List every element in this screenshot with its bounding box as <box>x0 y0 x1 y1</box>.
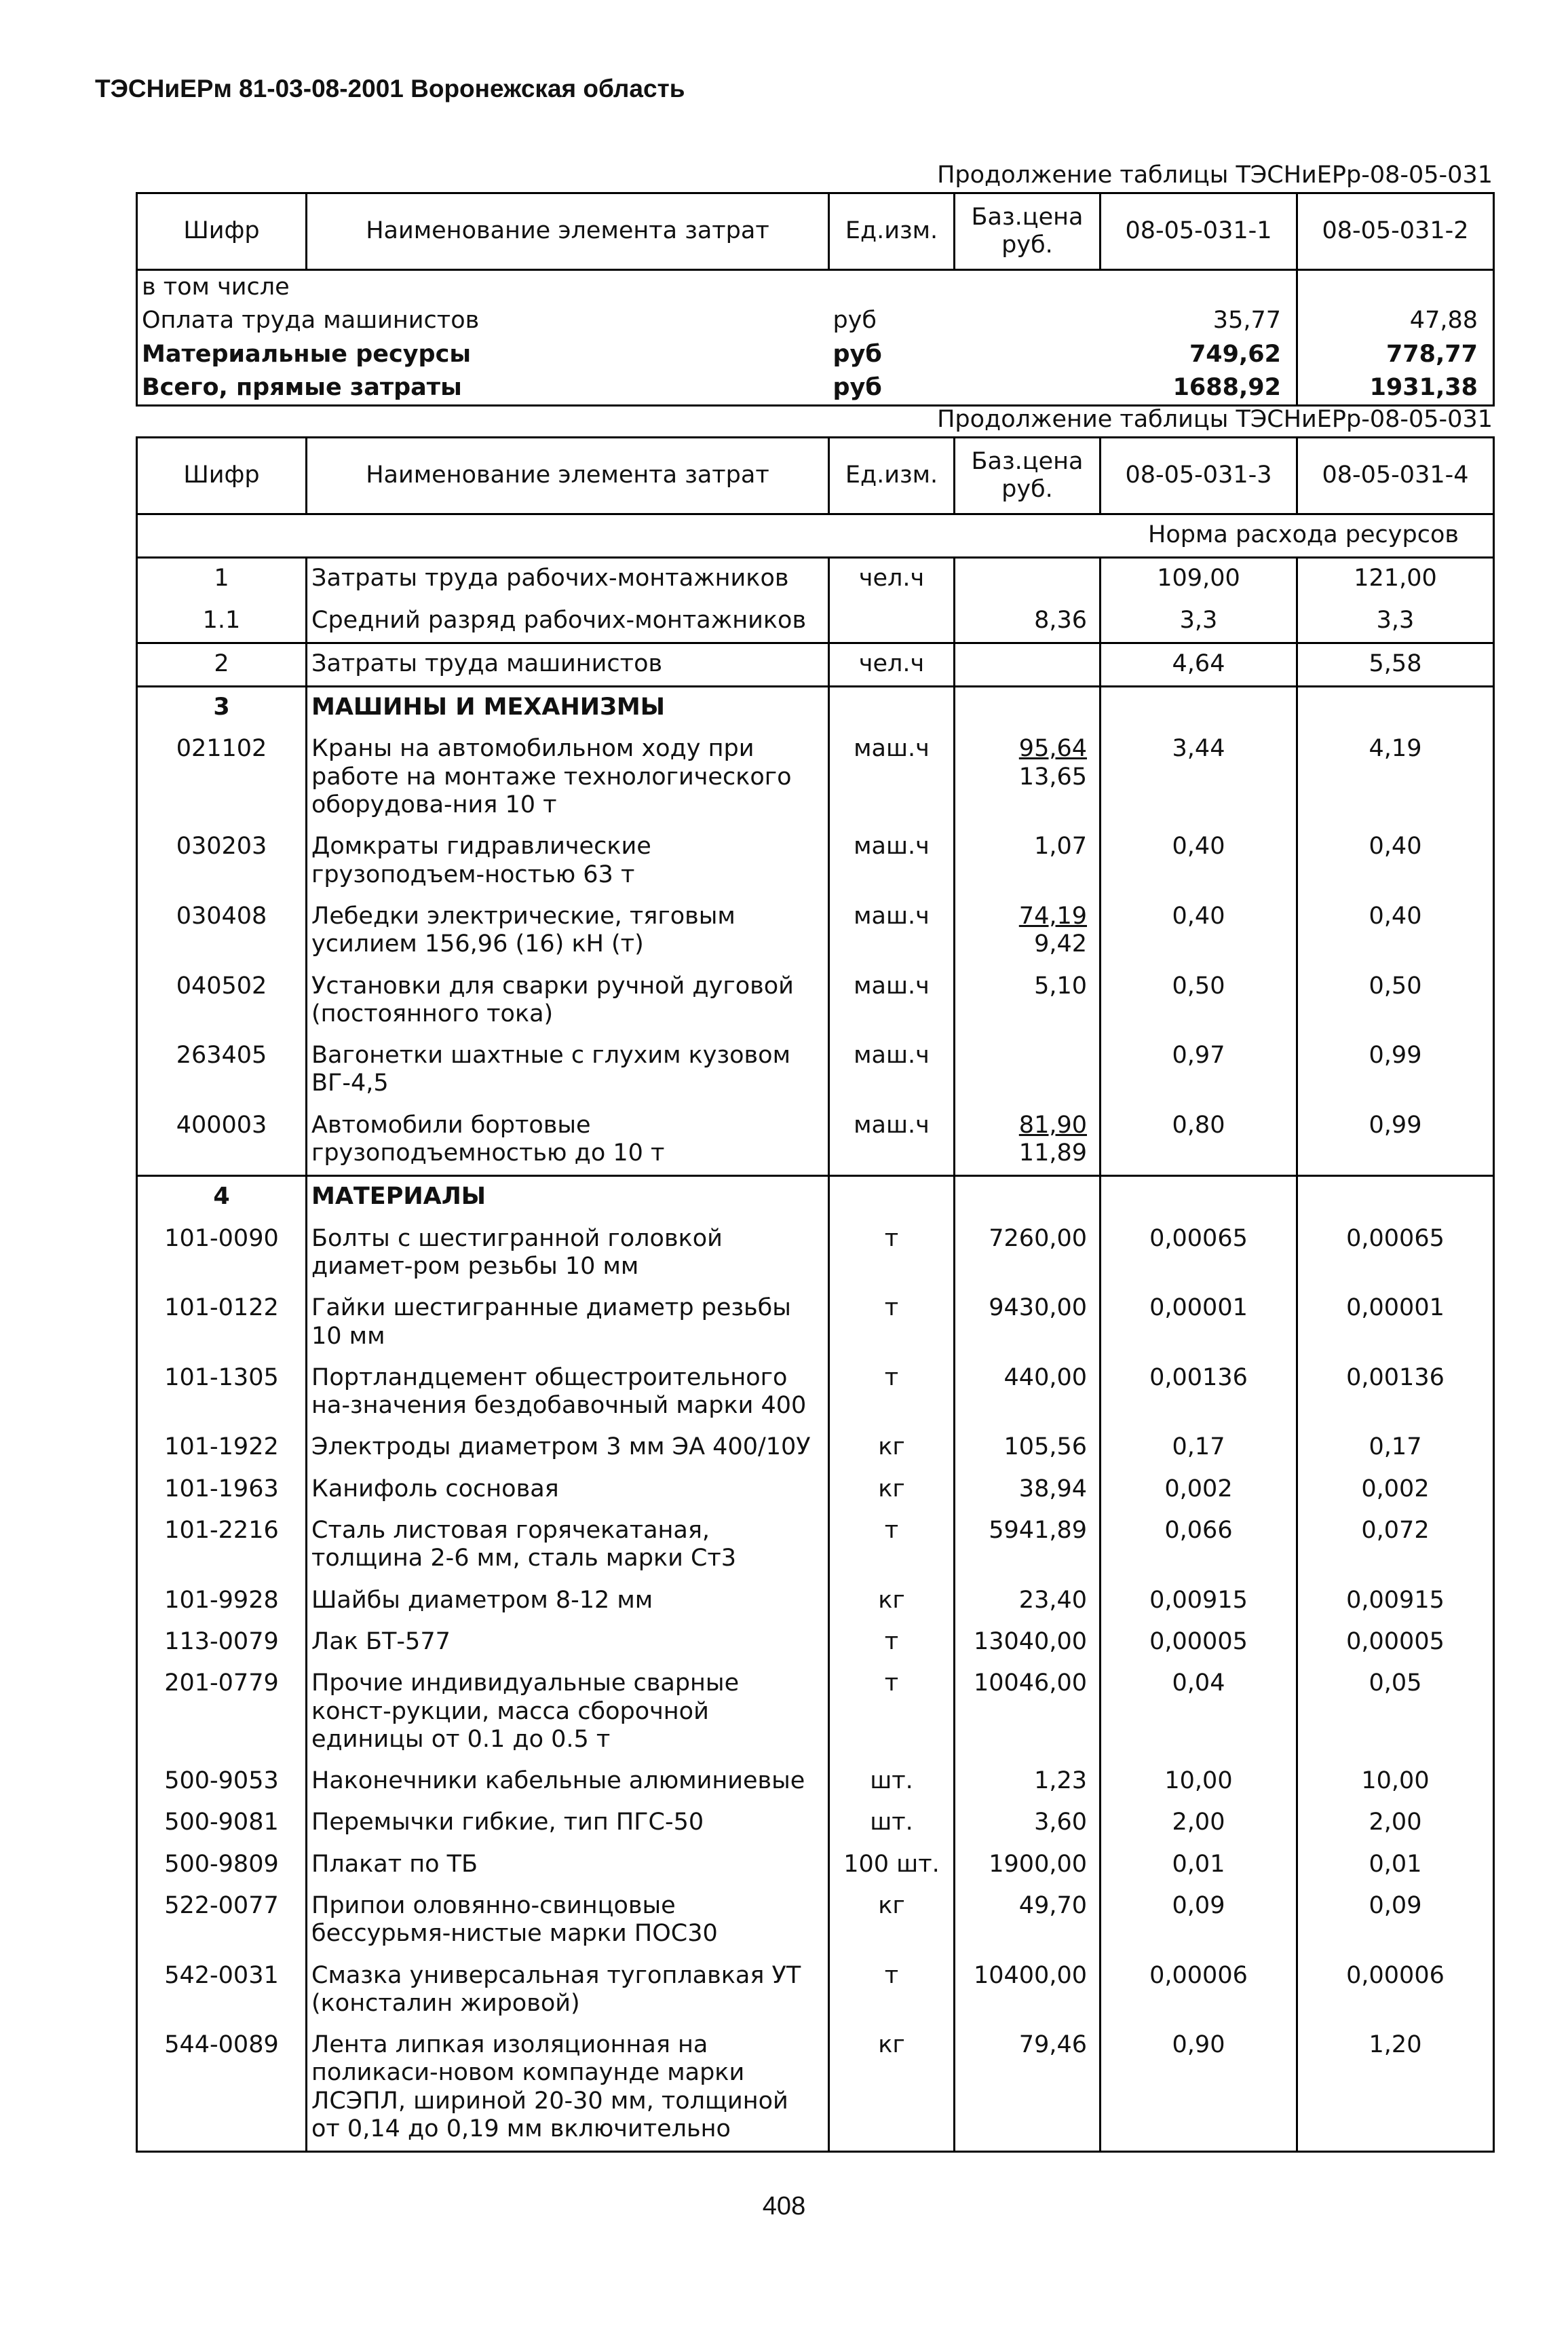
table-row <box>137 304 1494 337</box>
row-value-b: 1,20 <box>1297 2025 1494 2152</box>
row-code: 101-1305 <box>137 1358 307 1428</box>
row-name: Перемычки гибкие, тип ПГС-50 <box>307 1802 829 1844</box>
row-price <box>955 729 1101 827</box>
row-value-b: 0,00005 <box>1297 1622 1494 1663</box>
row-name: Прочие индивидуальные сварные конст-рукции, масса сборочной единицы от 0.1 до 0.5 т <box>307 1663 829 1761</box>
row-value-a: 3,44 <box>1101 729 1297 827</box>
row-code: 500-9053 <box>137 1761 307 1802</box>
table-row <box>137 1288 1494 1358</box>
row-value-b: 0,99 <box>1297 1105 1494 1176</box>
row-code: 1.1 <box>137 601 307 643</box>
row-name: Электроды диаметром 3 мм ЭА 400/10У <box>307 1427 829 1469</box>
table-row <box>137 1358 1494 1428</box>
row-unit: т <box>829 1219 955 1289</box>
row-name: Шайбы диаметром 8-12 мм <box>307 1581 829 1622</box>
row-value-a: 0,09 <box>1101 1886 1297 1956</box>
row-price: 38,94 <box>955 1469 1101 1511</box>
section-title: МАТЕРИАЛЫ <box>307 1176 829 1219</box>
row-code: 201-0779 <box>137 1663 307 1761</box>
row-name: Болты с шестигранной головкой диамет-ром резьбы 10 мм <box>307 1219 829 1289</box>
table-row <box>137 1802 1494 1844</box>
row-value-b: 4,19 <box>1297 729 1494 827</box>
row-value-b: 0,00065 <box>1297 1219 1494 1289</box>
row-unit: руб <box>833 340 882 368</box>
row-unit <box>829 270 955 305</box>
row-unit: шт. <box>829 1761 955 1802</box>
row-name: Средний разряд рабочих-монтажников <box>307 601 829 643</box>
col-a-header: 08-05-031-3 <box>1101 438 1297 514</box>
row-unit: кг <box>829 1581 955 1622</box>
table2 <box>136 436 1495 2153</box>
row-code: 030408 <box>137 896 307 966</box>
row-value-a: 0,00006 <box>1101 1956 1297 2026</box>
row-value-a: 0,01 <box>1101 1845 1297 1886</box>
row-unit: кг <box>829 2025 955 2152</box>
row-name: Гайки шестигранные диаметр резьбы 10 мм <box>307 1288 829 1358</box>
row-value-b: 0,00136 <box>1297 1358 1494 1428</box>
table-row <box>137 338 1494 371</box>
row-name: Припои оловянно-свинцовые бессурьмя-нистые марки ПОС30 <box>307 1886 829 1956</box>
table-row <box>137 827 1494 896</box>
section-code: 4 <box>137 1176 307 1219</box>
table-row <box>137 1219 1494 1289</box>
row-code: 101-0122 <box>137 1288 307 1358</box>
row-name: Затраты труда машинистов <box>307 643 829 686</box>
row-value-a: 0,40 <box>1101 827 1297 896</box>
row-unit: чел.ч <box>829 558 955 601</box>
page-number: 408 <box>762 2192 806 2220</box>
row-unit <box>829 687 955 730</box>
document-header: ТЭСНиЕРм 81-03-08-2001 Воронежская область <box>95 75 685 102</box>
row-unit: маш.ч <box>829 966 955 1036</box>
row-value-a: 0,00915 <box>1101 1581 1297 1622</box>
table-row <box>137 1105 1494 1176</box>
price-main: 74,19 <box>1018 902 1087 930</box>
table-row <box>137 729 1494 827</box>
section-title: МАШИНЫ И МЕХАНИЗМЫ <box>307 687 829 730</box>
table2-header-row <box>137 438 1494 514</box>
row-value-b: 0,40 <box>1297 896 1494 966</box>
table2-caption: Продолжение таблицы ТЭСНиЕРр-08-05-031 <box>937 406 1493 433</box>
row-value-b: 0,00915 <box>1297 1581 1494 1622</box>
row-value-a: 109,00 <box>1101 558 1297 601</box>
row-price: 49,70 <box>955 1886 1101 1956</box>
table1-caption: Продолжение таблицы ТЭСНиЕРр-08-05-031 <box>937 162 1493 189</box>
row-value-a: 0,50 <box>1101 966 1297 1036</box>
row-value-a <box>1101 270 1297 305</box>
row-value-b: 0,002 <box>1297 1469 1494 1511</box>
row-unit: шт. <box>829 1802 955 1844</box>
row-unit: маш.ч <box>829 827 955 896</box>
row-price: 13040,00 <box>955 1622 1101 1663</box>
row-price: 1,23 <box>955 1761 1101 1802</box>
row-unit: кг <box>829 1469 955 1511</box>
table-row <box>137 2025 1494 2152</box>
col-name-header: Наименование элемента затрат <box>307 193 829 270</box>
row-code: 101-1922 <box>137 1427 307 1469</box>
row-code: 263405 <box>137 1036 307 1105</box>
table1-header-row <box>137 193 1494 270</box>
row-value-a: 1688,92 <box>1172 373 1281 401</box>
row-name: Сталь листовая горячекатаная, толщина 2-6 мм, сталь марки Ст3 <box>307 1511 829 1581</box>
table-row <box>137 270 1494 305</box>
row-value-a: 0,00065 <box>1101 1219 1297 1289</box>
row-price: 79,46 <box>955 2025 1101 2152</box>
row-code: 500-9809 <box>137 1845 307 1886</box>
col-name-header: Наименование элемента затрат <box>307 438 829 514</box>
row-unit: маш.ч <box>829 729 955 827</box>
row-value-b: 778,77 <box>1297 338 1494 371</box>
row-price <box>955 558 1101 601</box>
table-row <box>137 643 1494 686</box>
row-value-a: 0,40 <box>1101 896 1297 966</box>
row-value-b <box>1297 687 1494 730</box>
row-unit <box>829 1176 955 1219</box>
row-price: 8,36 <box>955 601 1101 643</box>
row-unit: т <box>829 1288 955 1358</box>
row-code: 522-0077 <box>137 1886 307 1956</box>
row-name: Плакат по ТБ <box>307 1845 829 1886</box>
row-name: Лак БТ-577 <box>307 1622 829 1663</box>
row-value-a: 0,00001 <box>1101 1288 1297 1358</box>
row-name: Оплата труда машинистов <box>142 307 480 335</box>
price-main: 5,10 <box>1034 972 1087 1000</box>
row-unit: руб <box>833 307 877 335</box>
row-value-b: 0,01 <box>1297 1845 1494 1886</box>
price-labor-part: 11,89 <box>1018 1139 1087 1167</box>
row-value-a: 0,97 <box>1101 1036 1297 1105</box>
row-price: 105,56 <box>955 1427 1101 1469</box>
row-name: Вагонетки шахтные с глухим кузовом ВГ-4,5 <box>307 1036 829 1105</box>
row-unit: кг <box>829 1427 955 1469</box>
table-row <box>137 601 1494 643</box>
row-name: Всего, прямые затраты <box>142 373 462 401</box>
row-unit: маш.ч <box>829 1036 955 1105</box>
row-unit: 100 шт. <box>829 1845 955 1886</box>
row-value-a: 0,002 <box>1101 1469 1297 1511</box>
row-name: Автомобили бортовые грузоподъемностью до 10 т <box>307 1105 829 1176</box>
row-value-b: 47,88 <box>1297 304 1494 337</box>
table-row <box>137 1469 1494 1511</box>
col-price-header: Баз.цена руб. <box>955 438 1101 514</box>
price-labor-part: 9,42 <box>1034 930 1087 958</box>
row-value-a <box>1101 687 1297 730</box>
row-name: Затраты труда рабочих-монтажников <box>307 558 829 601</box>
row-price: 5941,89 <box>955 1511 1101 1581</box>
row-name: Лента липкая изоляционная на поликаси-новом компаунде марки ЛСЭПЛ, шириной 20-30 мм, толщиной от 0,14 до 0,19 мм включительно <box>307 2025 829 2152</box>
row-price: 10400,00 <box>955 1956 1101 2026</box>
table-row <box>137 896 1494 966</box>
col-code-header: Шифр <box>137 193 307 270</box>
row-value-b: 0,05 <box>1297 1663 1494 1761</box>
row-value-a: 749,62 <box>1189 340 1281 368</box>
section-row-machines <box>137 687 1494 730</box>
row-value-b <box>1297 270 1494 305</box>
row-code: 544-0089 <box>137 2025 307 2152</box>
row-value-a: 0,80 <box>1101 1105 1297 1176</box>
row-name: Краны на автомобильном ходу при работе на монтаже технологического оборудова-ния 10 т <box>307 729 829 827</box>
table-row <box>137 1581 1494 1622</box>
row-price <box>955 1105 1101 1176</box>
row-name: Установки для сварки ручной дуговой (постоянного тока) <box>307 966 829 1036</box>
row-code: 113-0079 <box>137 1622 307 1663</box>
table-row <box>137 1427 1494 1469</box>
row-name: Лебедки электрические, тяговым усилием 156,96 (16) кН (т) <box>307 896 829 966</box>
row-code: 101-0090 <box>137 1219 307 1289</box>
section-code: 3 <box>137 687 307 730</box>
row-price: 440,00 <box>955 1358 1101 1428</box>
row-value-a <box>1101 1176 1297 1219</box>
row-value-a: 2,00 <box>1101 1802 1297 1844</box>
row-price <box>955 966 1101 1036</box>
row-price: 9430,00 <box>955 1288 1101 1358</box>
table-row <box>137 1886 1494 1956</box>
row-code: 400003 <box>137 1105 307 1176</box>
row-value-a: 0,066 <box>1101 1511 1297 1581</box>
norm-label: Норма расхода ресурсов <box>137 514 1494 558</box>
row-price <box>955 827 1101 896</box>
row-unit: руб <box>833 373 882 401</box>
row-value-b: 121,00 <box>1297 558 1494 601</box>
row-value-b: 0,17 <box>1297 1427 1494 1469</box>
row-value-b: 2,00 <box>1297 1802 1494 1844</box>
row-value-b: 5,58 <box>1297 643 1494 686</box>
row-code: 040502 <box>137 966 307 1036</box>
row-value-a: 0,17 <box>1101 1427 1297 1469</box>
row-name: Канифоль сосновая <box>307 1469 829 1511</box>
row-price: 3,60 <box>955 1802 1101 1844</box>
row-code: 101-9928 <box>137 1581 307 1622</box>
row-code: 2 <box>137 643 307 686</box>
row-code: 101-1963 <box>137 1469 307 1511</box>
row-unit: т <box>829 1956 955 2026</box>
row-name: Портландцемент общестроительного на-значения бездобавочный марки 400 <box>307 1358 829 1428</box>
row-value-b: 0,40 <box>1297 827 1494 896</box>
table-row <box>137 1622 1494 1663</box>
table-row <box>137 1956 1494 2026</box>
price-main: 1,07 <box>1034 833 1087 861</box>
row-price: 10046,00 <box>955 1663 1101 1761</box>
row-unit: маш.ч <box>829 1105 955 1176</box>
col-code-header: Шифр <box>137 438 307 514</box>
row-code: 542-0031 <box>137 1956 307 2026</box>
row-value-b: 0,072 <box>1297 1511 1494 1581</box>
col-b-header: 08-05-031-4 <box>1297 438 1494 514</box>
row-value-a: 0,04 <box>1101 1663 1297 1761</box>
row-value-b: 1931,38 <box>1297 371 1494 406</box>
row-price <box>955 1036 1101 1105</box>
row-value-b <box>1297 1176 1494 1219</box>
row-value-b: 0,00006 <box>1297 1956 1494 2026</box>
price-main: 95,64 <box>1018 735 1087 763</box>
table-row <box>137 1036 1494 1105</box>
col-unit-header: Ед.изм. <box>829 193 955 270</box>
row-name: Смазка универсальная тугоплавкая УТ (консталин жировой) <box>307 1956 829 2026</box>
row-value-b: 0,99 <box>1297 1036 1494 1105</box>
row-unit: чел.ч <box>829 643 955 686</box>
row-value-b: 0,50 <box>1297 966 1494 1036</box>
norm-row <box>137 514 1494 558</box>
table1 <box>136 192 1495 407</box>
row-value-a: 35,77 <box>1212 307 1281 335</box>
row-price <box>955 643 1101 686</box>
row-price: 7260,00 <box>955 1219 1101 1289</box>
row-name: Домкраты гидравлические грузоподъем-ностью 63 т <box>307 827 829 896</box>
price-main: 81,90 <box>1018 1111 1087 1139</box>
row-unit <box>829 601 955 643</box>
row-name: в том числе <box>142 273 290 301</box>
row-price: 23,40 <box>955 1581 1101 1622</box>
table-row <box>137 1511 1494 1581</box>
row-unit: т <box>829 1663 955 1761</box>
col-a-header: 08-05-031-1 <box>1101 193 1297 270</box>
row-unit: т <box>829 1358 955 1428</box>
row-value-b: 3,3 <box>1297 601 1494 643</box>
row-value-b: 0,09 <box>1297 1886 1494 1956</box>
row-unit: кг <box>829 1886 955 1956</box>
row-code: 1 <box>137 558 307 601</box>
row-unit: маш.ч <box>829 896 955 966</box>
col-unit-header: Ед.изм. <box>829 438 955 514</box>
row-value-a: 4,64 <box>1101 643 1297 686</box>
col-price-header: Баз.цена руб. <box>955 193 1101 270</box>
table-row <box>137 1761 1494 1802</box>
row-unit: т <box>829 1511 955 1581</box>
row-value-a: 3,3 <box>1101 601 1297 643</box>
row-value-b: 10,00 <box>1297 1761 1494 1802</box>
row-value-a: 0,90 <box>1101 2025 1297 2152</box>
col-b-header: 08-05-031-2 <box>1297 193 1494 270</box>
row-unit: т <box>829 1622 955 1663</box>
row-price: 1900,00 <box>955 1845 1101 1886</box>
table-row <box>137 1845 1494 1886</box>
table-row <box>137 558 1494 601</box>
row-code: 101-2216 <box>137 1511 307 1581</box>
table-row <box>137 1663 1494 1761</box>
row-value-b: 0,00001 <box>1297 1288 1494 1358</box>
section-row-materials <box>137 1176 1494 1219</box>
row-price <box>955 1176 1101 1219</box>
row-value-a: 0,00005 <box>1101 1622 1297 1663</box>
row-value-a: 10,00 <box>1101 1761 1297 1802</box>
table-row <box>137 966 1494 1036</box>
row-value-a: 0,00136 <box>1101 1358 1297 1428</box>
price-labor-part: 13,65 <box>1018 763 1087 791</box>
table-row <box>137 371 1494 406</box>
row-code: 500-9081 <box>137 1802 307 1844</box>
row-code: 030203 <box>137 827 307 896</box>
row-price <box>955 687 1101 730</box>
row-name: Материальные ресурсы <box>142 340 471 368</box>
row-name: Наконечники кабельные алюминиевые <box>307 1761 829 1802</box>
row-code: 021102 <box>137 729 307 827</box>
row-price <box>955 896 1101 966</box>
